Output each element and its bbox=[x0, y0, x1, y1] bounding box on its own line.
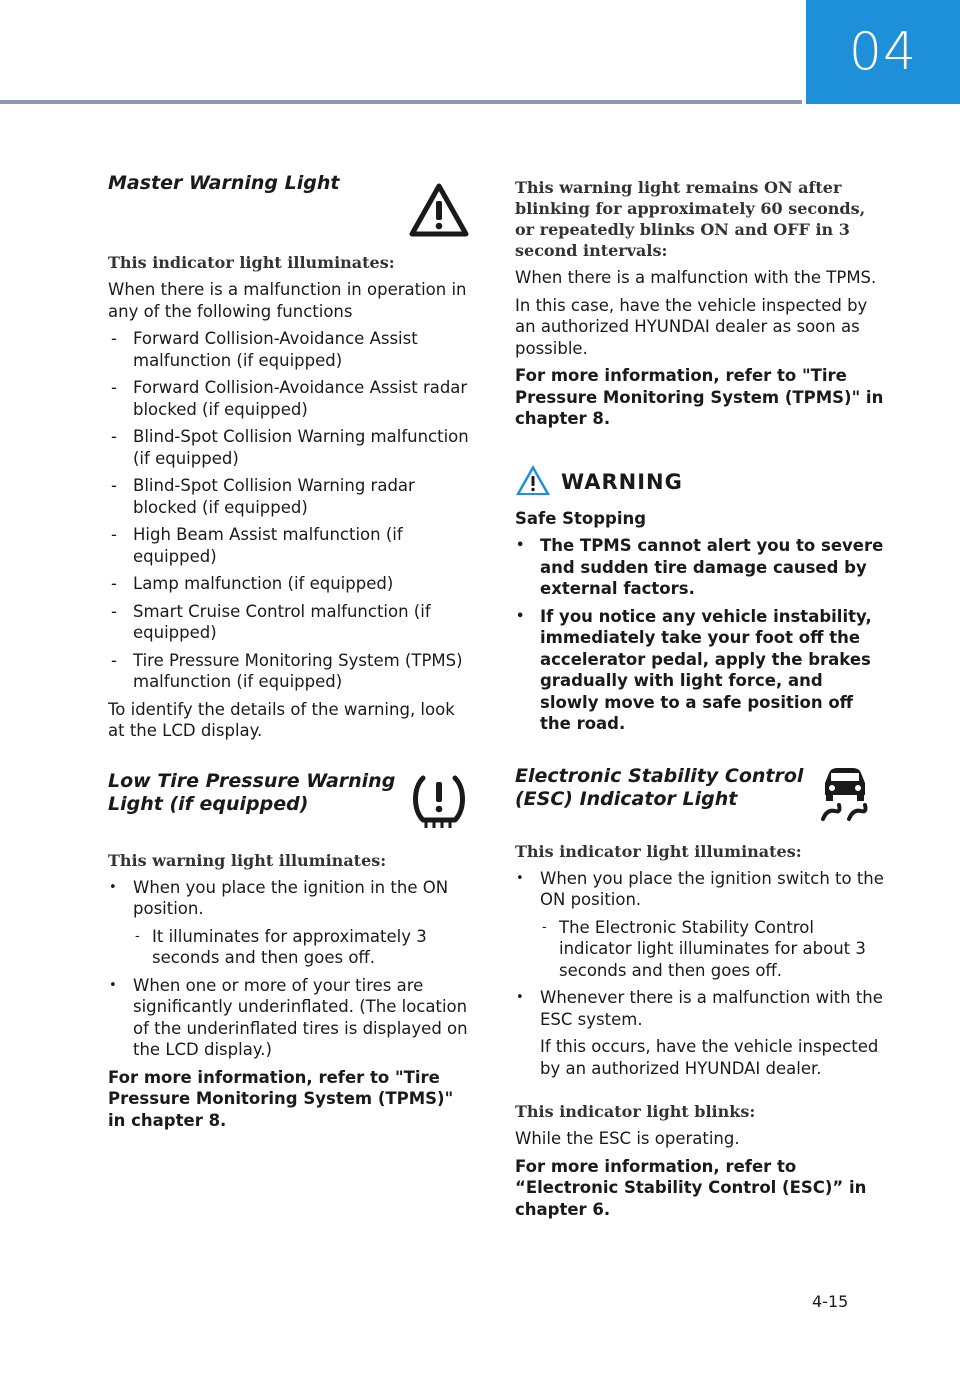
warning-bullet-list bbox=[515, 535, 885, 735]
warning-heading: Safe Stopping bbox=[515, 508, 647, 528]
bullet-text: When you place the ignition in the ON position. bbox=[133, 877, 449, 918]
sub-list bbox=[133, 926, 474, 969]
tpms-cont-p2: In this case, have the vehicle inspected by an authorized HYUNDAI dealer as soon as possible. bbox=[515, 295, 868, 358]
bullet-text: When you place the ignition switch to the ON position. bbox=[540, 868, 884, 909]
list-item: • The TPMS cannot alert you to severe and sudden tire damage caused by external factors. bbox=[515, 535, 885, 600]
esc-more-info: For more information, refer to “Electronic Stability Control (ESC)” in chapter 6. bbox=[515, 1156, 867, 1219]
tpms-blink-subhead: This warning light remains ON after blinking for approximately 60 seconds, or repeatedly blinks ON and OFF in 3 second intervals: bbox=[515, 178, 866, 260]
page-number: 4-15 bbox=[812, 1292, 849, 1311]
esc-heading bbox=[515, 765, 885, 827]
warning-box-heading bbox=[515, 464, 885, 500]
list-item: • If you notice any vehicle instability, immediately take your foot off the accelerator pedal, apply the brakes gradually with light force, and slowly move to a safe position off the road. bbox=[515, 606, 885, 735]
esc-blink-subhead: This indicator light blinks: bbox=[515, 1102, 756, 1121]
list-item: - Blind-Spot Collision Warning malfunction (if equipped) bbox=[108, 426, 474, 469]
list-item: • When one or more of your tires are significantly underinflated. (The location of the underinflated tires is displayed on the LCD display.) bbox=[108, 975, 474, 1061]
warning-triangle-icon bbox=[515, 464, 551, 500]
tpms-subhead: This warning light illuminates: bbox=[108, 850, 387, 870]
list-item bbox=[108, 877, 474, 969]
list-item: - The Electronic Stability Control indicator light illuminates for about 3 seconds and then goes off. bbox=[540, 917, 885, 982]
left-column bbox=[108, 172, 474, 1137]
chapter-tab: 04 bbox=[806, 0, 960, 104]
bullet-paragraph: If this occurs, have the vehicle inspected by an authorized HYUNDAI dealer. bbox=[540, 1037, 879, 1078]
warning-label: WARNING bbox=[561, 469, 683, 494]
tpms-title: Low Tire Pressure Warning Light (if equipped) bbox=[108, 769, 396, 815]
list-item: - Forward Collision-Avoidance Assist malfunction (if equipped) bbox=[108, 328, 474, 371]
tpms-heading bbox=[108, 770, 474, 836]
esc-skidding-car-icon bbox=[817, 765, 873, 827]
esc-title: Electronic Stability Control (ESC) Indicator Light bbox=[515, 764, 804, 810]
tpms-bullet-list bbox=[108, 877, 474, 1061]
list-item: - Lamp malfunction (if equipped) bbox=[108, 573, 474, 595]
tire-pressure-icon bbox=[410, 770, 468, 836]
list-item: - It illuminates for approximately 3 seconds and then goes off. bbox=[133, 926, 474, 969]
master-warning-title: Master Warning Light bbox=[108, 172, 340, 194]
right-column bbox=[515, 177, 885, 1226]
sub-list bbox=[540, 917, 885, 982]
list-item: - Smart Cruise Control malfunction (if equipped) bbox=[108, 601, 474, 644]
warning-triangle-icon bbox=[408, 182, 470, 242]
esc-p1: While the ESC is operating. bbox=[515, 1129, 740, 1148]
master-subhead: This indicator light illuminates: bbox=[108, 253, 395, 272]
bullet-text: Whenever there is a malfunction with the ESC system. bbox=[540, 988, 883, 1029]
list-item: - Blind-Spot Collision Warning radar blocked (if equipped) bbox=[108, 475, 474, 518]
list-item bbox=[515, 987, 885, 1079]
master-warning-heading bbox=[108, 172, 474, 242]
list-item: - High Beam Assist malfunction (if equipped) bbox=[108, 524, 474, 567]
list-item: - Forward Collision-Avoidance Assist radar blocked (if equipped) bbox=[108, 377, 474, 420]
master-intro: When there is a malfunction in operation in any of the following functions bbox=[108, 280, 467, 321]
esc-bullet-list bbox=[515, 868, 885, 1080]
tpms-cont-p1: When there is a malfunction with the TPMS. bbox=[515, 268, 877, 287]
header-rule bbox=[0, 100, 802, 104]
esc-subhead: This indicator light illuminates: bbox=[515, 841, 802, 861]
list-item: - Tire Pressure Monitoring System (TPMS) malfunction (if equipped) bbox=[108, 650, 474, 693]
tpms-cont-more: For more information, refer to "Tire Pressure Monitoring System (TPMS)" in chapter 8. bbox=[515, 366, 884, 428]
list-item bbox=[515, 868, 885, 982]
master-outro: To identify the details of the warning, look at the LCD display. bbox=[108, 699, 455, 740]
master-function-list bbox=[108, 328, 474, 693]
tpms-more-info: For more information, refer to "Tire Pressure Monitoring System (TPMS)" in chapter 8. bbox=[108, 1067, 454, 1130]
